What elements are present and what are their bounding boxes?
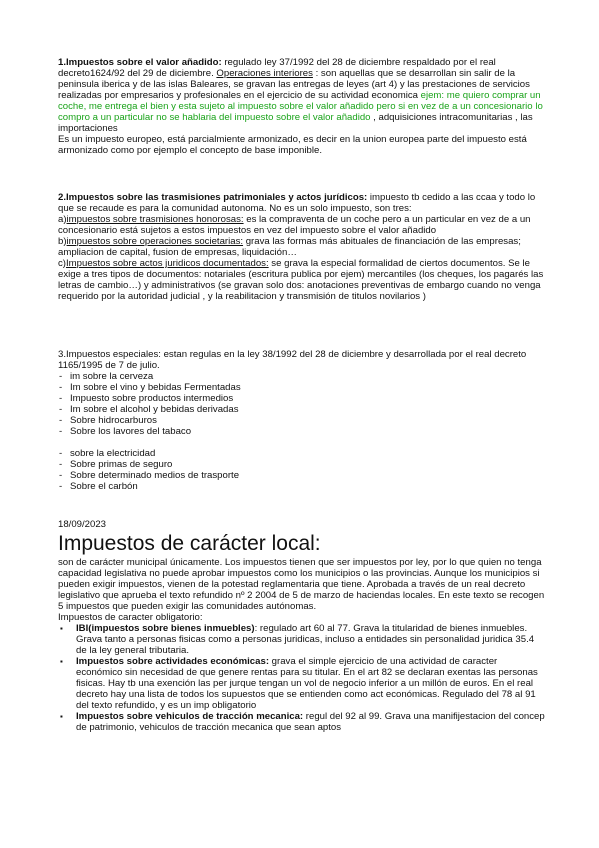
section-local [58, 557, 545, 733]
iva-text-3: , adquisiciones intracomunitarias , las importaciones [58, 112, 533, 134]
item-title: Impuestos sobre vehiculos de tracción mecanica: [76, 711, 304, 722]
itp-b-prefix: b) [58, 236, 67, 247]
itp-item-a [58, 214, 545, 236]
itp-item-c [58, 258, 545, 302]
itp-item-b [58, 236, 545, 258]
item-text: regul del 92 al 99. Grava una manifijestacion del concep de patrimonio, vehiculos de tracción mecanica que sean aptos [76, 711, 545, 733]
list-item: - Sobre hidrocarburos [58, 415, 545, 426]
item-text: grava el simple ejercicio de una actividad de caracter económico sin necesidad de que genere rentas para su titular. En el art 82 se declaran exentas las personas fisicas. Hay tb una exención las per jurque tengan un vol de negocio inferior a un millón de euros. En el real decreto hay una lista de todos los supuestos que se entienden como act económicas. Regulado del 78 al 91 del texto refundido, y es un imp obligatorio [76, 656, 538, 711]
list-item: - Sobre primas de seguro [58, 459, 545, 470]
list-item [58, 711, 545, 733]
page-title: Impuestos de carácter local: [58, 532, 321, 555]
list-item: - sobre la electricidad [58, 448, 545, 459]
especiales-list-2 [58, 448, 545, 492]
iva-example-green: ejem: me quiero comprar un coche, me entrega el bien y esta sujeto al impuesto sobre el valor añadido pero si en vez de a un concesionario lo compro a un particular no se hablaria del impuesto sobre el valor añadido [58, 90, 543, 123]
itp-c-label: Impuestos sobre actos juridicos documentados: [66, 258, 269, 269]
list-item: - Sobre el carbón [58, 481, 545, 492]
iva-paragraph-2: Es un impuesto europeo, está parcialmiente armonizado, es decir en la union europea parte del impuesto está armonizado como por ejemplo el concepto de base imponible. [58, 134, 527, 156]
especiales-intro: 3.Impuestos especiales: estan regulas en la ley 38/1992 del 28 de diciembre y desarrollada por el real decreto 1165/1995 de 7 de julio. [58, 349, 527, 371]
local-subheading: Impuestos de caracter obligatorio: [58, 612, 203, 623]
itp-paragraph [58, 192, 545, 214]
list-item: - Sobre los lavores del tabaco [58, 426, 545, 437]
especiales-list-1 [58, 371, 545, 437]
section-iva [58, 57, 545, 156]
local-tax-list [58, 623, 545, 733]
item-title: Impuestos sobre actividades económicas: [76, 656, 270, 667]
list-item: - im sobre la cerveza [58, 371, 545, 382]
iva-paragraph [58, 57, 545, 134]
operaciones-interiores-label: Operaciones interiores [216, 68, 313, 79]
itp-b-label: impuestos sobre operaciones societarias: [66, 236, 244, 247]
iva-title: 1.Impuestos sobre el valor añadido: [58, 57, 222, 68]
item-title: IBI(impuestos sobre bienes inmuebles) [76, 623, 255, 634]
list-item: - Impuesto sobre productos intermedios [58, 393, 545, 404]
list-item: - Im sobre el alcohol y bebidas derivadas [58, 404, 545, 415]
itp-a-label: impuestos sobre trasmisiones honorosas: [66, 214, 244, 225]
list-item [58, 623, 545, 656]
local-paragraph: son de carácter municipal únicamente. Los impuestos tienen que ser impuestos por ley, por lo que quien no tenga capacidad legislativa no puede aprobar impuestos como los municipios o las provincias. Aunque los municipios si pueden exigir impuestos, vienen de la potestad reglamentaria que tiene. Aprobada a través de un real decreto legislativo que aprueba el texto refundido nº 2 2004 de 5 de marzo de haciendas locales. En este texto se recogen 5 impuestos que pueden exigir las comunidades autónomas. [58, 557, 545, 612]
list-item: - Im sobre el vino y bebidas Fermentadas [58, 382, 545, 393]
item-text: : regulado art 60 al 77. Grava la titularidad de bienes inmuebles. Grava tanto a personas fisicas como a personas juridicas, incluso a entidades sin personalidad juridica 35.4 de la ley general tributaria. [76, 623, 535, 656]
itp-b-text: grava las formas más abituales de financiación de las empresas; ampliacion de capital, fusion de empresas, liquidación… [58, 236, 521, 258]
itp-text: impuesto tb cedido a las ccaa y todo lo que se recaude es para la comunidad autonoma. No es un solo impuesto, son tres: [58, 192, 536, 214]
itp-c-text: se grava la especial formalidad de ciertos documentos. Se le exige a tres tipos de documentos: notariales (escritura publica por ejem) mercantiles (los cheques, los pagarés las letras de cambio…) y administrativos (se gravan solo dos: anotaciones preventivas de embargo cuando no venga requerido por la autoridad judicial , y la reabilitacion y transmisión de titulos novilarios ) [58, 258, 544, 302]
date-label: 18/09/2023 [58, 519, 107, 530]
iva-text-2: : son aquellas que se desarrollan sin salir de la peninsula iberica y de las islas Baleares, se gravan las entregas de leyes (art 4) y las prestaciones de servicios realizadas por empresarios y profesionales en el ejercicio de su actividad economica [58, 68, 530, 101]
list-item [58, 656, 545, 711]
itp-title: 2.Impuestos sobre las trasmisiones patrimoniales y actos jurídicos: [58, 192, 368, 203]
list-item: - Sobre determinado medios de trasporte [58, 470, 545, 481]
iva-text-1: regulado ley 37/1992 del 28 de diciembre respaldado por el real decreto1624/92 del 29 de diciembre. [58, 57, 496, 79]
itp-a-text: es la compraventa de un coche pero a un particular en vez de a un concesionario está sujetos a estos impuestos en vez del impuesto sobre el valor añadido [58, 214, 531, 236]
section-itp [58, 192, 545, 302]
itp-a-prefix: a) [58, 214, 67, 225]
itp-c-prefix: c) [58, 258, 66, 269]
section-especiales [58, 349, 545, 492]
